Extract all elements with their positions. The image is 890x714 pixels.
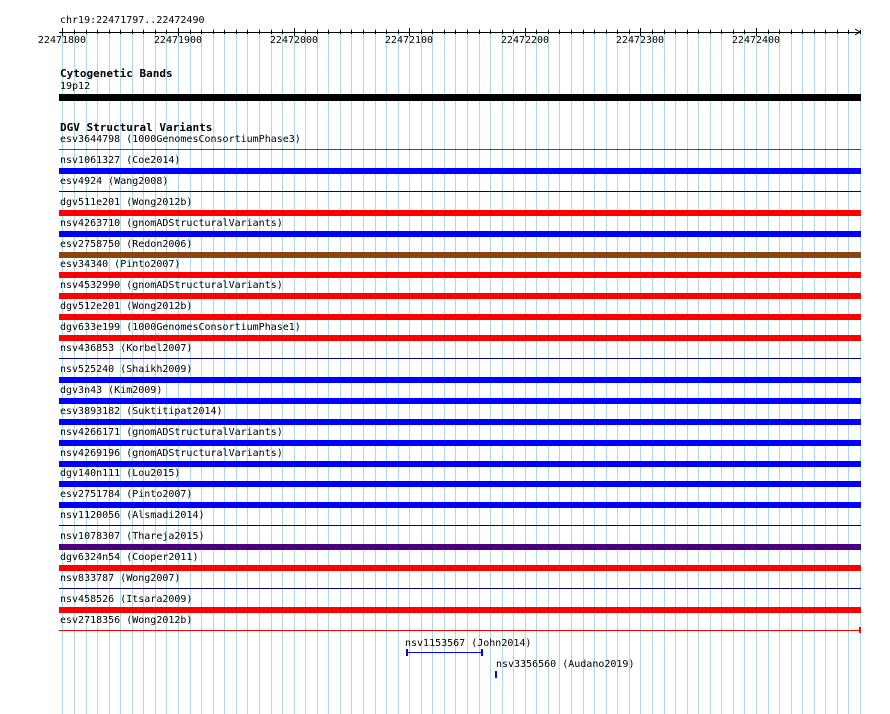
feature-bar[interactable] — [59, 565, 861, 571]
feature-label: nsv833787 (Wong2007) — [60, 573, 181, 584]
feature-label: dgv633e199 (1000GenomesConsortiumPhase1) — [60, 322, 301, 333]
cytoband-label: 19p12 — [60, 81, 91, 92]
feature-bar[interactable] — [59, 440, 861, 446]
feature-bar[interactable] — [495, 671, 497, 678]
track-title-cytobands: Cytogenetic Bands — [60, 67, 173, 80]
ruler-tick-label: 22472100 — [384, 35, 434, 46]
feature-bar-end-cap — [859, 627, 861, 633]
feature-bar[interactable] — [59, 525, 861, 526]
ruler-tick-label: 22471900 — [153, 35, 203, 46]
feature-label: esv2758750 (Redon2006) — [60, 239, 193, 250]
feature-label: esv2718356 (Wong2012b) — [60, 615, 193, 626]
ruler-tick-label: 22472300 — [615, 35, 665, 46]
feature-bar[interactable] — [59, 377, 861, 383]
feature-bar[interactable] — [59, 335, 861, 341]
feature-label: dgv511e201 (Wong2012b) — [60, 197, 193, 208]
feature-label: nsv4263710 (gnomADStructuralVariants) — [60, 218, 283, 229]
feature-label: nsv1061327 (Coe2014) — [60, 155, 181, 166]
feature-bar[interactable] — [59, 630, 861, 631]
feature-bar[interactable] — [59, 461, 861, 467]
feature-bar[interactable] — [59, 272, 861, 278]
feature-bar[interactable] — [59, 252, 861, 258]
feature-bar[interactable] — [59, 293, 861, 299]
ruler-tick-label: 22471800 — [37, 35, 87, 46]
ruler-tick-label: 22472400 — [731, 35, 781, 46]
feature-label: nsv4266171 (gnomADStructuralVariants) — [60, 427, 283, 438]
feature-label: nsv436853 (Korbel2007) — [60, 343, 193, 354]
locus-label: chr19:22471797..22472490 — [60, 15, 205, 26]
feature-label: dgv140n111 (Lou2015) — [60, 468, 181, 479]
feature-label: nsv1078307 (Thareja2015) — [60, 531, 205, 542]
feature-label: nsv4532990 (gnomADStructuralVariants) — [60, 280, 283, 291]
feature-label: nsv1153567 (John2014) — [405, 638, 532, 649]
feature-label: esv2751784 (Pinto2007) — [60, 489, 193, 500]
ruler-tick-label: 22472200 — [500, 35, 550, 46]
feature-label: nsv3356560 (Audano2019) — [496, 659, 635, 670]
track-title-dgv: DGV Structural Variants — [60, 121, 213, 134]
feature-bar[interactable] — [59, 168, 861, 174]
feature-label: nsv4269196 (gnomADStructuralVariants) — [60, 448, 283, 459]
feature-label: esv3893182 (Suktitipat2014) — [60, 406, 223, 417]
feature-bar[interactable] — [59, 607, 861, 613]
feature-bar[interactable] — [59, 191, 861, 192]
feature-bar[interactable] — [59, 481, 861, 487]
cytoband-bar[interactable] — [59, 94, 861, 101]
feature-bar[interactable] — [59, 502, 861, 508]
feature-bar[interactable] — [59, 588, 861, 589]
feature-label: dgv512e201 (Wong2012b) — [60, 301, 193, 312]
feature-bar[interactable] — [59, 149, 861, 150]
feature-bar-end-cap — [481, 649, 483, 656]
feature-bar[interactable] — [59, 314, 861, 320]
feature-bar[interactable] — [59, 210, 861, 216]
feature-bar[interactable] — [406, 652, 482, 653]
feature-bar[interactable] — [59, 419, 861, 425]
feature-bar[interactable] — [59, 398, 861, 404]
feature-label: dgv6324n54 (Cooper2011) — [60, 552, 199, 563]
feature-label: nsv1120056 (Alsmadi2014) — [60, 510, 205, 521]
feature-bar-start-cap — [406, 649, 408, 656]
ruler-tick-label: 22472000 — [269, 35, 319, 46]
feature-label: nsv525240 (Shaikh2009) — [60, 364, 193, 375]
feature-bar[interactable] — [59, 358, 861, 359]
feature-label: nsv458526 (Itsara2009) — [60, 594, 193, 605]
feature-label: esv4924 (Wang2008) — [60, 176, 169, 187]
feature-label: esv3644798 (1000GenomesConsortiumPhase3) — [60, 134, 301, 145]
feature-bar[interactable] — [59, 231, 861, 237]
feature-bar[interactable] — [59, 544, 861, 550]
ruler-arrow-icon — [855, 29, 860, 35]
feature-label: dgv3n43 (Kim2009) — [60, 385, 163, 396]
feature-label: esv34340 (Pinto2007) — [60, 259, 181, 270]
